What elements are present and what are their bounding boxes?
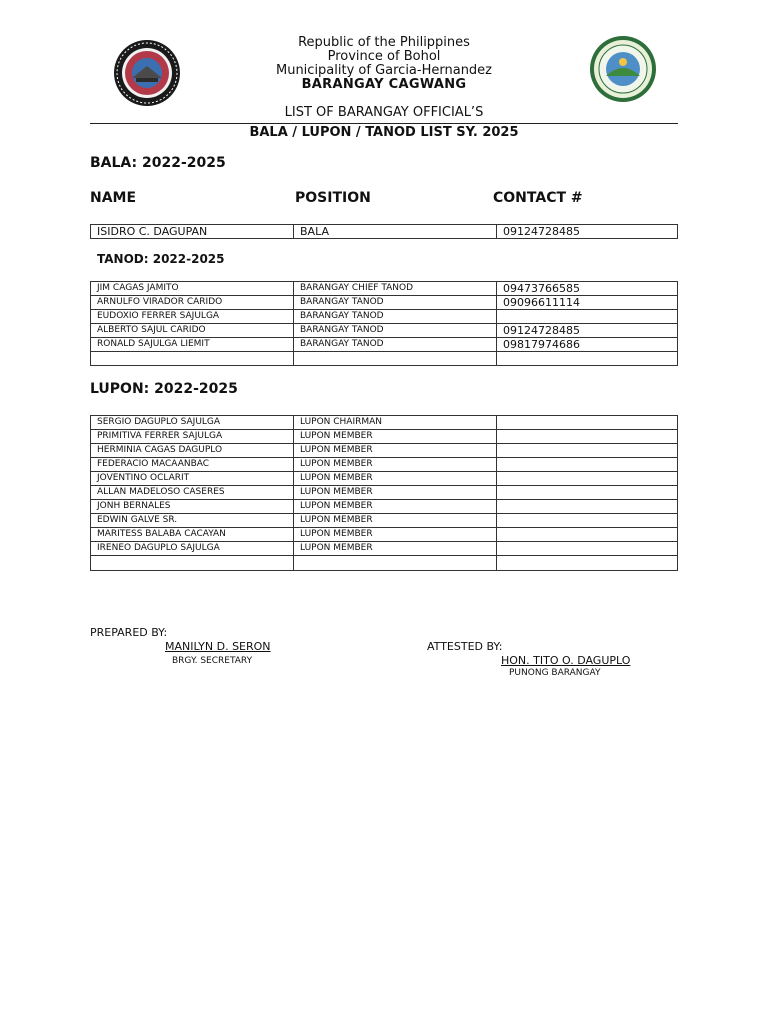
tanod-contact-cell: 09096611114: [497, 296, 678, 310]
header-province: Province of Bohol: [327, 49, 441, 64]
list-title: LIST OF BARANGAY OFFICIAL’S: [284, 105, 484, 120]
lupon-name-cell: SERGIO DAGUPLO SAJULGA: [91, 416, 294, 430]
table-row: [91, 310, 678, 324]
table-row: [91, 444, 678, 458]
tanod-contact-cell: 09124728485: [497, 324, 678, 338]
lupon-contact-cell: [497, 416, 678, 430]
lupon-heading: LUPON: 2022-2025: [90, 381, 238, 397]
lupon-contact-cell: [497, 542, 678, 556]
table-row: [91, 556, 678, 571]
bala-table: [90, 224, 678, 239]
lupon-name-cell: MARITESS BALABA CACAYAN: [91, 528, 294, 542]
lupon-position-cell: LUPON MEMBER: [294, 514, 497, 528]
bala-name-cell: ISIDRO C. DAGUPAN: [91, 225, 294, 239]
lupon-name-cell: JOVENTINO OCLARIT: [91, 472, 294, 486]
tanod-name-cell: JIM CAGAS JAMITO: [91, 282, 294, 296]
lupon-contact-cell: [497, 514, 678, 528]
attested-by-label: ATTESTED BY:: [427, 640, 503, 653]
lupon-contact-cell: [497, 486, 678, 500]
lupon-position-cell: LUPON MEMBER: [294, 458, 497, 472]
lupon-contact-cell: [497, 458, 678, 472]
tanod-name-cell: ALBERTO SAJUL CARIDO: [91, 324, 294, 338]
lupon-position-cell: LUPON MEMBER: [294, 542, 497, 556]
tanod-contact-cell: 09817974686: [497, 338, 678, 352]
lupon-contact-cell: [497, 472, 678, 486]
bala-contact-cell: 09124728485: [497, 225, 678, 239]
lupon-position-cell: LUPON MEMBER: [294, 430, 497, 444]
lupon-name-cell: PRIMITIVA FERRER SAJULGA: [91, 430, 294, 444]
lupon-name-cell: [91, 556, 294, 571]
lupon-position-cell: [294, 556, 497, 571]
column-position-header: POSITION: [295, 190, 371, 206]
table-row: [91, 282, 678, 296]
attested-by-name: HON. TITO O. DAGUPLO: [501, 654, 631, 667]
tanod-position-cell: BARANGAY CHIEF TANOD: [294, 282, 497, 296]
tanod-position-cell: BARANGAY TANOD: [294, 296, 497, 310]
lupon-name-cell: IRENEO DAGUPLO SAJULGA: [91, 542, 294, 556]
table-row: [91, 416, 678, 430]
table-row: [91, 338, 678, 352]
table-row: [91, 324, 678, 338]
attested-by-title: PUNONG BARANGAY: [509, 668, 601, 678]
prepared-by-title: BRGY. SECRETARY: [172, 656, 253, 666]
tanod-name-cell: EUDOXIO FERRER SAJULGA: [91, 310, 294, 324]
tanod-contact-cell: [497, 310, 678, 324]
lupon-position-cell: LUPON MEMBER: [294, 472, 497, 486]
lupon-contact-cell: [497, 556, 678, 571]
bala-heading: BALA: 2022-2025: [90, 155, 226, 171]
lupon-position-cell: LUPON MEMBER: [294, 444, 497, 458]
table-row: [91, 542, 678, 556]
header-divider: [90, 123, 678, 124]
tanod-contact-cell: [497, 352, 678, 366]
tanod-position-cell: BARANGAY TANOD: [294, 310, 497, 324]
lupon-table: [90, 415, 678, 571]
prepared-by-name: MANILYN D. SERON: [165, 640, 271, 653]
header-republic: Republic of the Philippines: [298, 35, 470, 50]
tanod-name-cell: RONALD SAJULGA LIEMIT: [91, 338, 294, 352]
lupon-position-cell: LUPON MEMBER: [294, 528, 497, 542]
tanod-position-cell: BARANGAY TANOD: [294, 338, 497, 352]
lupon-position-cell: LUPON MEMBER: [294, 500, 497, 514]
lupon-contact-cell: [497, 430, 678, 444]
tanod-table: [90, 281, 678, 366]
lupon-name-cell: FEDERACIO MACAANBAC: [91, 458, 294, 472]
prepared-by-label: PREPARED BY:: [90, 626, 168, 639]
table-row: [91, 225, 678, 239]
table-row: [91, 486, 678, 500]
header-barangay: BARANGAY CAGWANG: [301, 77, 467, 92]
table-row: [91, 352, 678, 366]
lupon-contact-cell: [497, 444, 678, 458]
tanod-heading: TANOD: 2022-2025: [97, 252, 225, 266]
lupon-name-cell: EDWIN GALVE SR.: [91, 514, 294, 528]
table-row: [91, 472, 678, 486]
table-row: [91, 430, 678, 444]
tanod-position-cell: BARANGAY TANOD: [294, 324, 497, 338]
tanod-contact-cell: 09473766585: [497, 282, 678, 296]
table-row: [91, 296, 678, 310]
list-subtitle: BALA / LUPON / TANOD LIST SY. 2025: [249, 125, 519, 140]
bala-position-cell: BALA: [294, 225, 497, 239]
table-row: [91, 514, 678, 528]
lupon-contact-cell: [497, 528, 678, 542]
lupon-name-cell: ALLAN MADELOSO CASERES: [91, 486, 294, 500]
lupon-position-cell: LUPON MEMBER: [294, 486, 497, 500]
header-municipality: Municipality of Garcia-Hernandez: [275, 63, 493, 78]
lupon-position-cell: LUPON CHAIRMAN: [294, 416, 497, 430]
column-name-header: NAME: [90, 190, 137, 206]
table-row: [91, 458, 678, 472]
column-contact-header: CONTACT #: [493, 190, 583, 206]
table-row: [91, 528, 678, 542]
lupon-name-cell: JONH BERNALES: [91, 500, 294, 514]
tanod-name-cell: ARNULFO VIRADOR CARIDO: [91, 296, 294, 310]
lupon-contact-cell: [497, 500, 678, 514]
table-row: [91, 500, 678, 514]
tanod-position-cell: [294, 352, 497, 366]
tanod-name-cell: [91, 352, 294, 366]
lupon-name-cell: HERMINIA CAGAS DAGUPLO: [91, 444, 294, 458]
